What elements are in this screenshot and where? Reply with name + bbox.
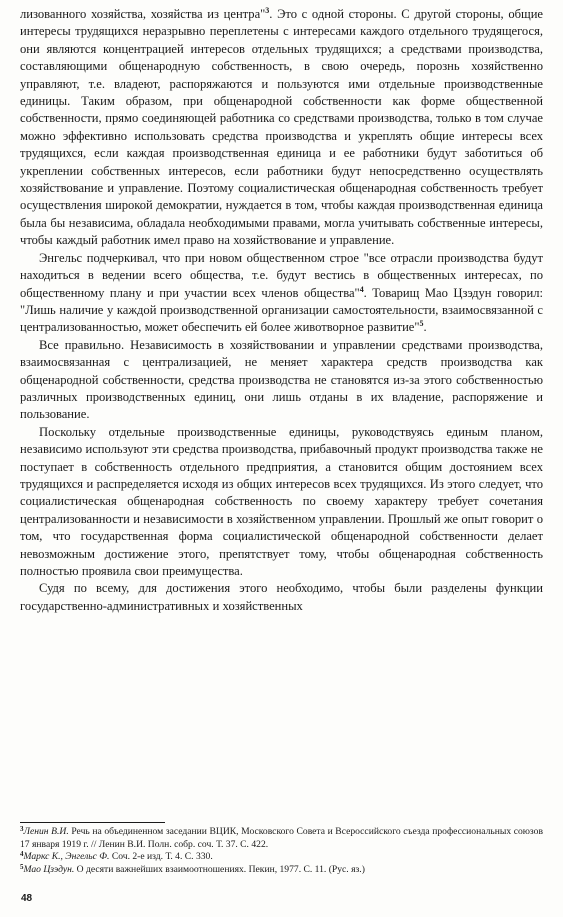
footnote-ref-5: 5	[419, 319, 424, 329]
paragraph-1-tail: . Это с одной стороны. С другой стороны, общие интересы трудящихся неразрывно переплетены с интересами каждого отдельного трудящегося, они являются концентрацией интересов отдельных трудящихся; а средствами производства, составляющими общенародную собственность, в свою очередь, порознь хозяйственно управляют, т.е. владеют, распоряжаются и пользуются ими отдельные производственные единицы. Таким образом, при общенародной собственности как форме общественной собственности, прямо соединяющей работника со средствами производства, только в том случае можно эффективно использовать средства производства и укреплять общие интересы всех трудящихся, если каждая производственная единица и ее работники будут заботиться об укреплении собственных интересов, если работники будут непосредственно осуществлять хозяйствование и управление. Поэтому социалистическая общенародная собственность требует осуществления широкой демократии, нуждается в том, чтобы каждая производственная единица была бы независима, обладала необходимыми правами, могла учитывать собственные интересы, чтобы каждый работник имел право на хозяйствование и управление.	[20, 7, 543, 248]
paragraph-4	[20, 424, 543, 581]
paragraph-2	[20, 250, 543, 337]
paragraph-1	[20, 6, 543, 250]
footnote-author: Ленин В.И.	[23, 826, 69, 837]
footnote-text: Соч. 2-е изд. Т. 4. С. 330.	[109, 851, 213, 863]
page-number: 48	[21, 893, 33, 904]
paragraph-5-text: Судя по всему, для достижения этого необходимо, чтобы были разделены функции государственно-административных и хозяйственных	[20, 581, 543, 613]
footnote-ref-3: 3	[265, 6, 270, 15]
paragraph-2-tail: . Товарищ Мао Цзэдун говорил: "Лишь наличие у каждой производственной организации самостоятельности, взаимосвязанной с централизованностью, может обеспечить ей более животворное развитие"	[20, 285, 543, 335]
footnote-number: 5	[20, 862, 24, 871]
footnote-text: Речь на объединенном заседании ВЦИК, Московского Совета и Всероссийского съезда профессиональных союзов 17 января 1919 г. // Ленин В.И. Полн. собр. соч. Т. 37. С. 422.	[20, 826, 543, 850]
main-text	[20, 6, 543, 615]
paragraph-2-tail-2: .	[423, 320, 427, 335]
paragraph-3-text: Все правильно. Независимость в хозяйствовании и управлении средствами производства, взаимосвязанная с централизацией, не меняет характера средств производства как общенародной собственности, средства производства не становятся из-за этого собственностью различных производственных единиц, они лишь отданы в их владение, распоряжение и пользование.	[20, 337, 543, 422]
footnote-5	[20, 864, 543, 877]
paragraph-1-text: лизованного хозяйства, хозяйства из центра"	[20, 7, 266, 21]
footnote-author: Мао Цзэдун.	[23, 863, 75, 875]
paragraph-3	[20, 337, 543, 424]
footnotes	[20, 826, 543, 876]
paragraph-4-text: Поскольку отдельные производственные единицы, руководствуясь единым планом, независимо используют эти средства производства, прибавочный продукт производства также не поступает в собственность отдельного предприятия, а становится общим достоянием всех трудящихся и распределяется исходя из общих интересов всех трудящихся. Из этого следует, что социалистическая общенародная собственность по своему характеру требует сочетания централизованности и независимости в хозяйственном управлении. Прошлый же опыт говорит о том, что государственная форма социалистической общенародной собственности делает невозможным достижение этого, препятствует тому, чтобы общенародная собственность полностью проявила свои преимущества.	[20, 424, 543, 578]
footnote-number: 3	[20, 825, 24, 833]
paragraph-5	[20, 580, 543, 615]
footnote-text: О десяти важнейших взаимоотношениях. Пекин, 1977. С. 11. (Рус. яз.)	[74, 863, 365, 875]
footnote-author: Маркс К., Энгельс Ф.	[23, 851, 110, 863]
footnote-4	[20, 851, 543, 864]
footnote-number: 4	[20, 850, 24, 859]
paragraph-2-text: Энгельс подчеркивал, что при новом общественном строе "все отрасли производства будут находиться в ведении всего общества, т.е. будут вестись в общественных интересах, по общественному плану и при участии всех членов общества"	[20, 250, 543, 300]
footnote-ref-4: 4	[359, 284, 364, 294]
footnote-3	[20, 826, 543, 851]
footnote-divider	[20, 822, 165, 823]
